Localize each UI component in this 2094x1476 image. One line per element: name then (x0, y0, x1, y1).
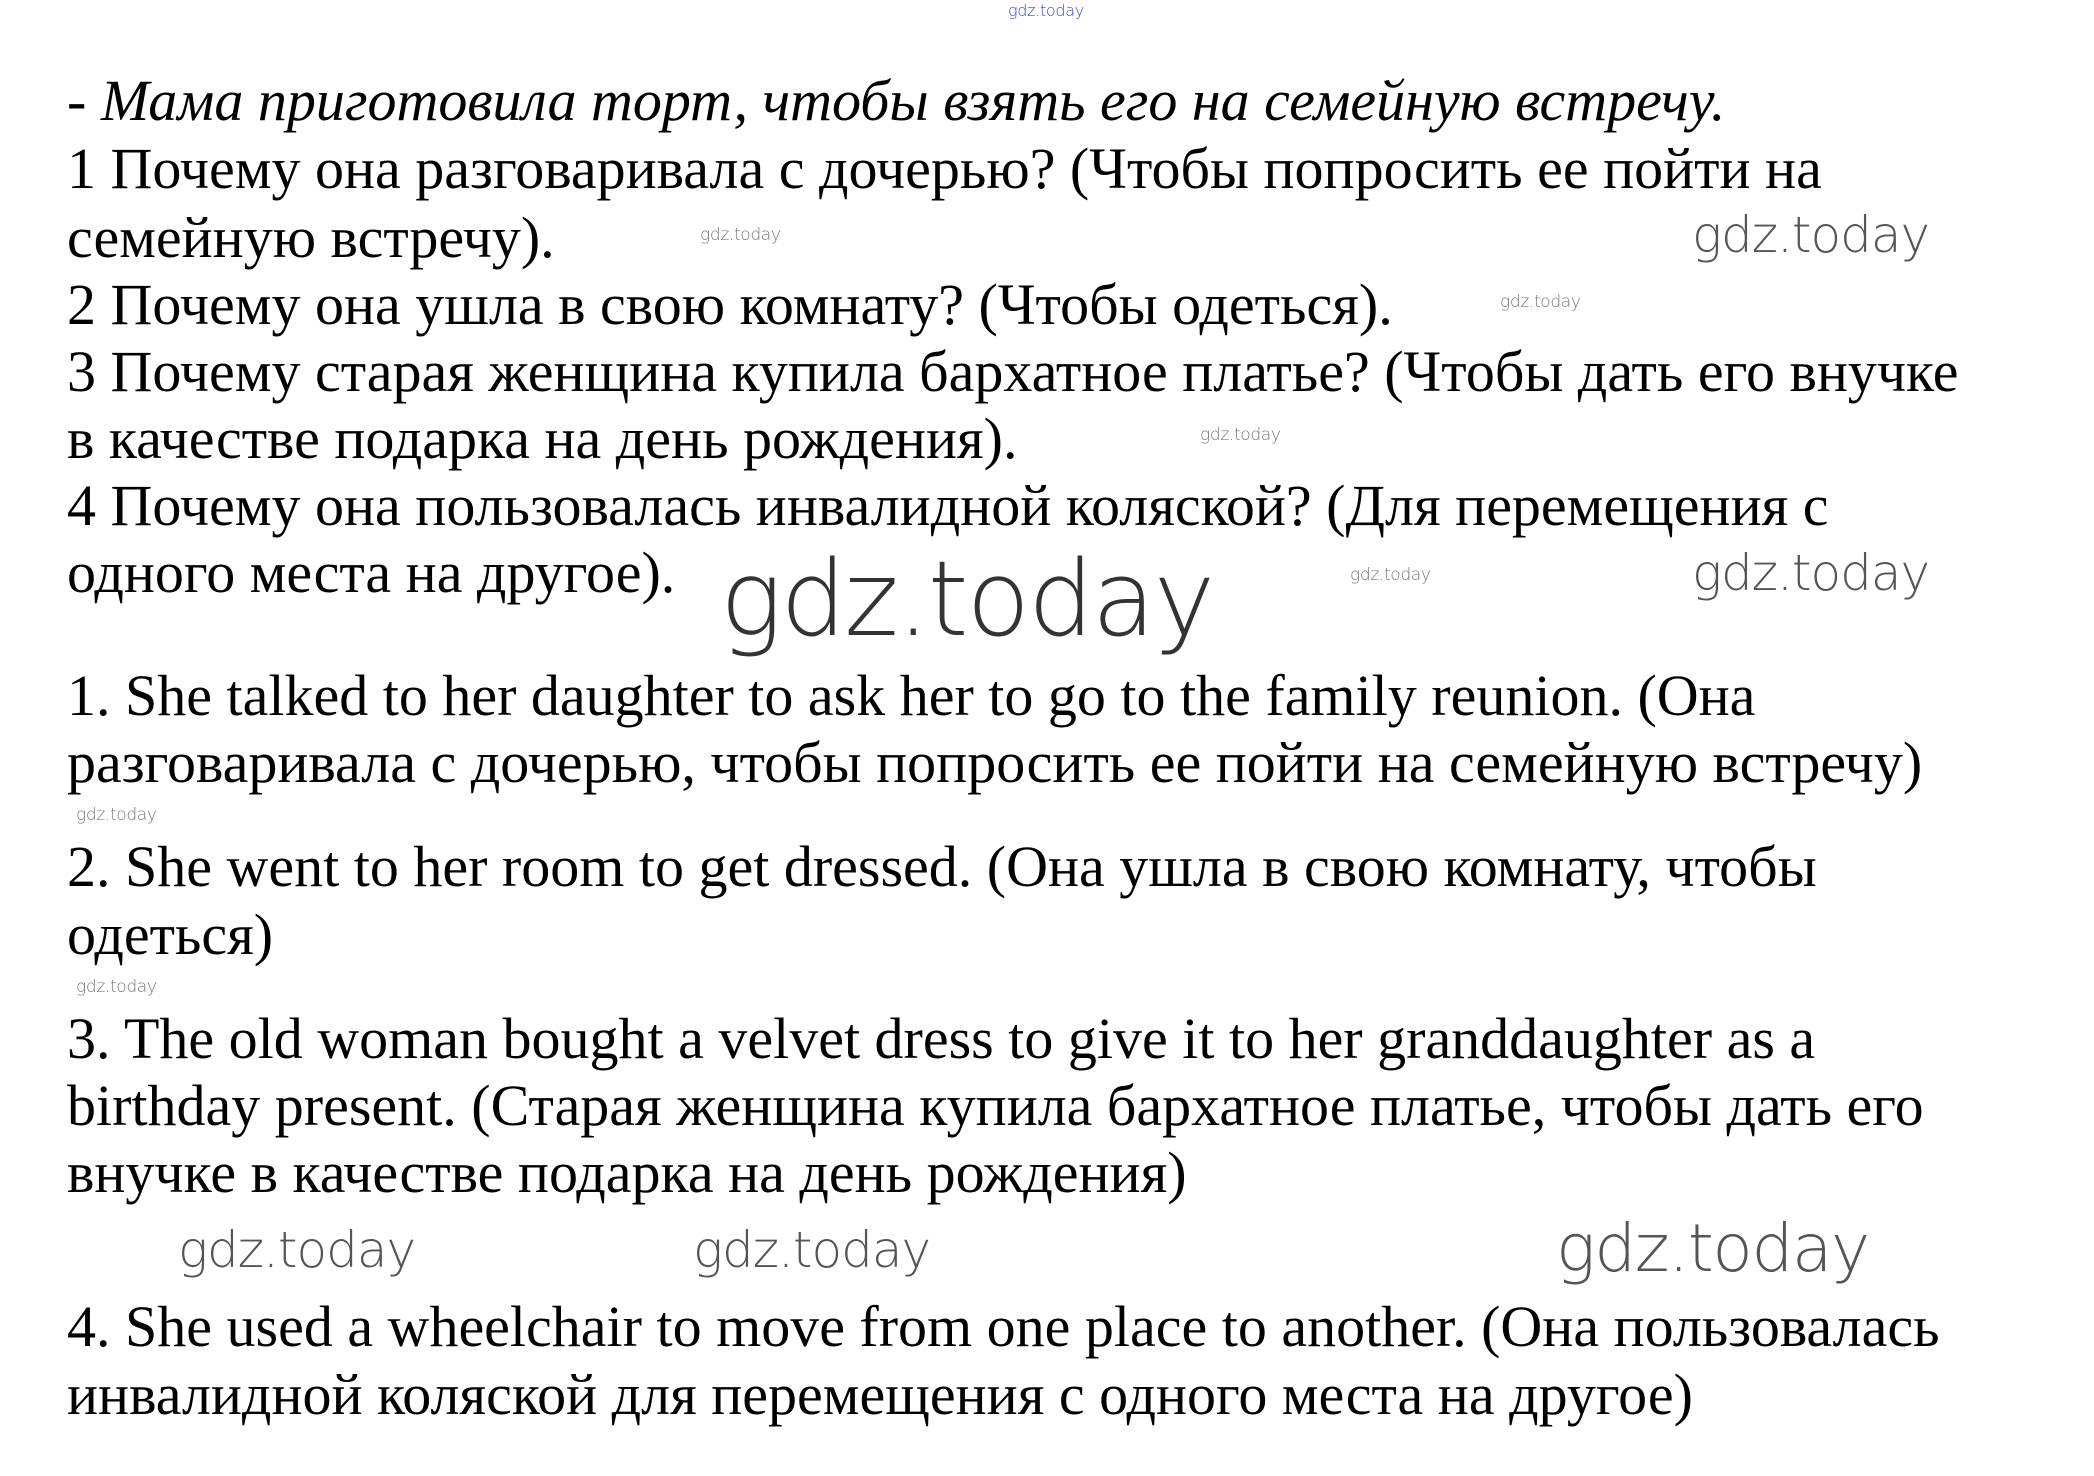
question-2: 2 Почему она ушла в свою комнату? (Чтобы одеться). (67, 272, 1393, 337)
answer-2-line-1: 2. She went to her room to get dressed. (Она ушла в свою комнату, чтобы (67, 834, 1817, 899)
question-4-line-1: 4 Почему она пользовалась инвалидной коляской? (Для перемещения с (67, 473, 1829, 538)
watermark-medium: gdz.today (1692, 206, 1930, 264)
watermark-medium: gdz.today (1692, 544, 1930, 602)
answer-3-line-2: birthday present. (Старая женщина купила бархатное платье, чтобы дать его (67, 1073, 1924, 1138)
answer-2-line-2: одеться) (67, 902, 274, 967)
watermark-medium: gdz.today (693, 1221, 931, 1279)
answer-4-line-2: инвалидной коляской для перемещения с одного места на другое) (67, 1362, 1693, 1427)
question-4-line-2: одного места на другое). (67, 540, 676, 605)
intro-line: - Мама приготовила торт, чтобы взять его на семейную встречу. (67, 68, 1726, 133)
question-3-line-1: 3 Почему старая женщина купила бархатное платье? (Чтобы дать его внучке (67, 339, 1959, 404)
watermark-small: gdz.today (76, 805, 157, 825)
watermark-top: gdz.today (1008, 1, 1084, 20)
watermark-medium: gdz.today (178, 1221, 416, 1279)
answer-1-line-1: 1. She talked to her daughter to ask her to go to the family reunion. (Она (67, 663, 1756, 728)
answer-3-line-3: внучке в качестве подарка на день рождения) (67, 1140, 1187, 1205)
answer-1-line-2: разговаривала с дочерью, чтобы попросить ее пойти на семейную встречу) (67, 730, 1923, 795)
question-3-line-2: в качестве подарка на день рождения). (67, 406, 1018, 471)
answer-4-line-1: 4. She used a wheelchair to move from one place to another. (Она пользовалась (67, 1294, 1940, 1359)
watermark-small: gdz.today (1200, 425, 1281, 445)
answer-3-line-1: 3. The old woman bought a velvet dress to give it to her granddaughter as a (67, 1006, 1816, 1071)
watermark-small: gdz.today (1500, 292, 1581, 312)
watermark-large-center: gdz.today (720, 538, 1214, 660)
watermark-large: gdz.today (1556, 1210, 1869, 1287)
watermark-small: gdz.today (76, 977, 157, 997)
watermark-small: gdz.today (700, 225, 781, 245)
question-1-line-2: семейную встречу). (67, 205, 555, 270)
question-1-line-1: 1 Почему она разговаривала с дочерью? (Чтобы попросить ее пойти на (67, 136, 1822, 201)
watermark-small: gdz.today (1350, 565, 1431, 585)
